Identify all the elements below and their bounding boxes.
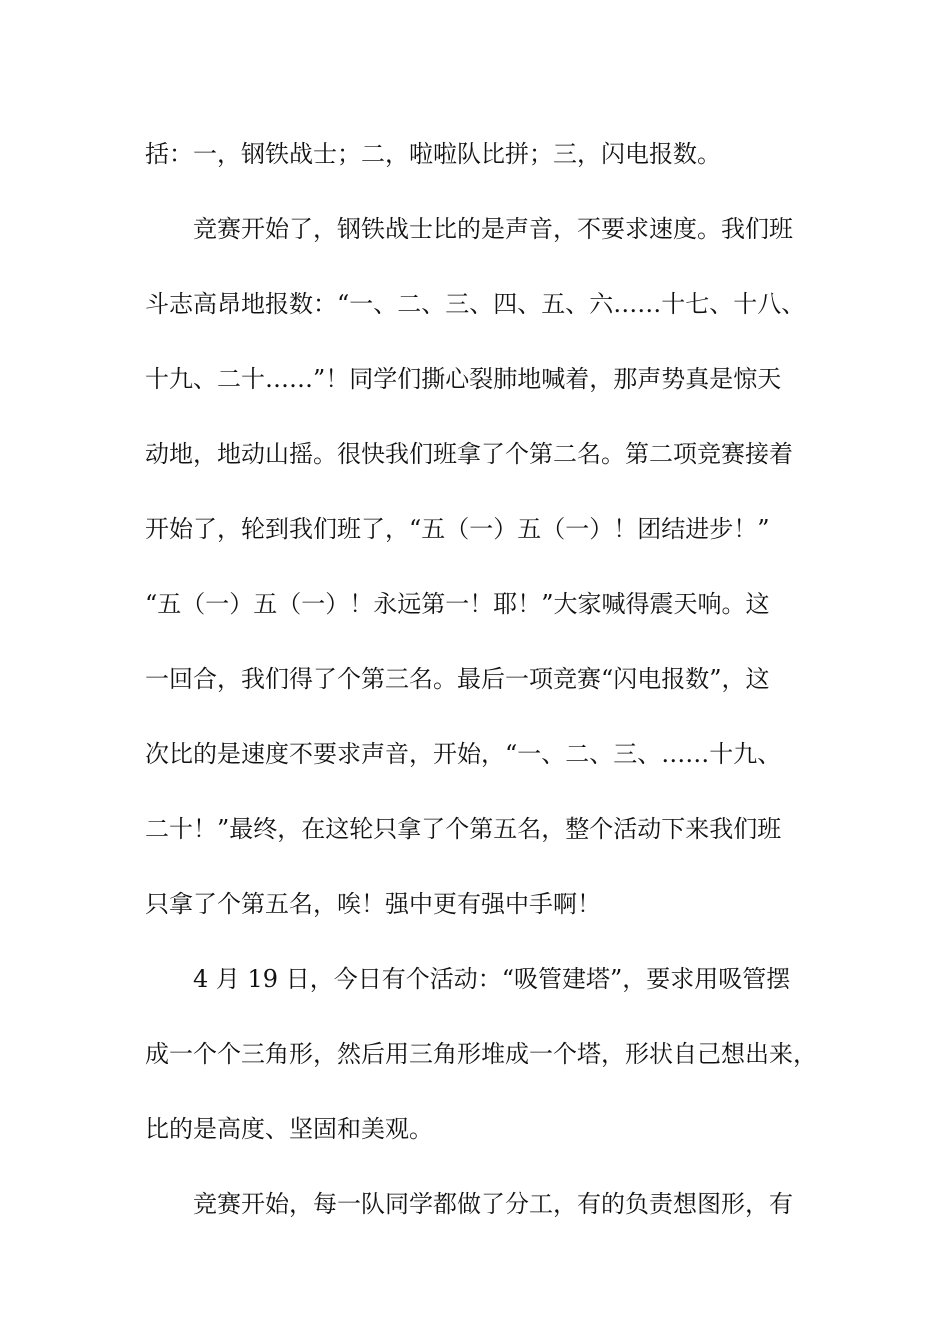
text-line-13: 成一个个三角形，然后用三角形堆成一个塔，形状自己想出来， [145, 1040, 817, 1068]
text-line-3: 斗志高昂地报数：“一、二、三、四、五、六……十七、十八、 [145, 290, 806, 318]
text-line-7: “五（一）五（一）！永远第一！耶！”大家喊得震天响。这 [145, 590, 770, 618]
text-line-10: 二十！”最终，在这轮只拿了个第五名，整个活动下来我们班 [145, 815, 782, 843]
text-line-11: 只拿了个第五名，唉！强中更有强中手啊！ [145, 890, 601, 918]
text-line-8: 一回合，我们得了个第三名。最后一项竞赛“闪电报数”，这 [145, 665, 770, 693]
text-line-15: 竞赛开始，每一队同学都做了分工，有的负责想图形，有 [193, 1190, 793, 1218]
text-line-9: 次比的是速度不要求声音，开始，“一、二、三、……十九、 [145, 740, 782, 768]
text-line-2: 竞赛开始了，钢铁战士比的是声音，不要求速度。我们班 [193, 215, 793, 243]
text-line-14: 比的是高度、坚固和美观。 [145, 1115, 433, 1143]
text-line-5: 动地，地动山摇。很快我们班拿了个第二名。第二项竞赛接着 [145, 440, 793, 468]
text-line-12: 4 月 19 日，今日有个活动：“吸管建塔”，要求用吸管摆 [193, 965, 791, 993]
text-line-4: 十九、二十……”！同学们撕心裂肺地喊着，那声势真是惊天 [145, 365, 782, 393]
text-line-1: 括：一，钢铁战士；二，啦啦队比拼；三，闪电报数。 [145, 140, 721, 168]
text-line-6: 开始了，轮到我们班了，“五（一）五（一）！团结进步！” [145, 515, 770, 543]
